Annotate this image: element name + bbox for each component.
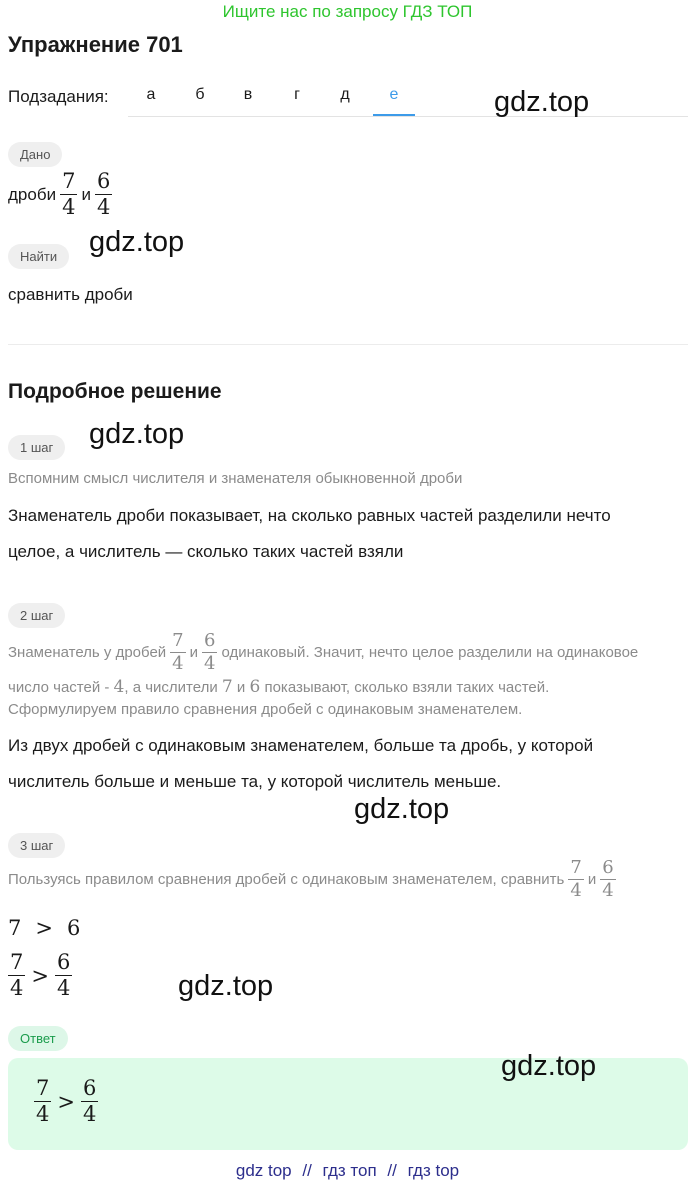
watermark: gdz.top [354,793,450,825]
fraction-7-4: $\frac{7}{4}$ [36,1076,50,1126]
step1-line2: целое, а числитель — сколько таких частей взяли [8,542,404,561]
watermark: gdz.top [501,1050,597,1082]
footer-link-gdz-top-ru[interactable]: гдз топ [322,1161,377,1180]
step2-hint-line2: число частей - 4, а числители 7 и 6 показывают, сколько взяли таких частей. [8,677,550,697]
subtasks-label: Подзадания: [8,87,109,106]
step3-hint: Пользуясь правилом сравнения дробей с одинаковым знаменателем, сравнить $\frac{7}{4}$ и $\frac{6}{4}$ [8,857,614,901]
footer-link-gdz-top[interactable]: gdz top [235,1161,292,1180]
fraction-7-4: $\frac{7}{4}$ [172,630,184,674]
fraction-6-4: $\frac{6}{4}$ [56,950,71,1000]
fraction-6-4: $\frac{6}{4}$ [96,169,111,219]
subtasks-tabs [128,76,688,117]
subtask-tab-a[interactable]: а [146,86,156,103]
step2-line1: Из двух дробей с одинаковым знаменателем, больше та дробь, у которой [8,736,594,755]
step2-badge: 2 шаг [8,603,65,628]
step3-badge: 3 шаг [8,833,65,858]
step1-badge: 1 шаг [8,435,65,460]
page-title: Упражнение 701 [8,32,183,57]
promo-banner[interactable]: Ищите нас по запросу ГДЗ ТОП [222,2,473,21]
watermark: gdz.top [178,970,274,1002]
fraction-7-4: $\frac{7}{4}$ [10,950,24,1000]
subtask-tab-g[interactable]: г [294,86,300,103]
fraction-6-4: $\frac{6}{4}$ [82,1076,97,1126]
fraction-6-4: $\frac{6}{4}$ [602,857,614,901]
answer-badge: Ответ [8,1026,68,1051]
answer-expression: $\frac{7}{4}$ > $\frac{6}{4}$ [36,1076,97,1126]
solution-title: Подробное решение [8,380,222,403]
step2-hint-a: Знаменатель у дробей [8,644,167,661]
subtask-tab-b[interactable]: б [195,86,205,103]
fraction-7-4: $\frac{7}{4}$ [62,169,76,219]
watermark: gdz.top [494,86,590,118]
step1-line1: Знаменатель дроби показывает, на сколько равных частей разделили нечто [8,506,611,525]
step2-hint-line1 [8,632,638,673]
subtask-tab-e[interactable]: е [373,86,415,104]
given-badge: Дано [8,142,62,167]
step1-hint: Вспомним смысл числителя и знаменателя обыкновенной дроби [8,470,463,487]
given-and: и [81,184,91,204]
step2-line2: числитель больше и меньше та, у которой числитель меньше. [8,772,502,791]
fraction-6-4: $\frac{6}{4}$ [204,630,216,674]
step2-hint-b: одинаковый. Значит, нечто целое разделили на одинаковое [221,644,639,661]
step2-hint-and: и [189,644,199,661]
footer-separator: // [387,1161,397,1180]
find-badge: Найти [8,244,69,269]
divider [8,344,688,345]
compare-fractions: $\frac{7}{4}$ > $\frac{6}{4}$ [10,950,71,1000]
find-text: сравнить дроби [8,285,133,304]
subtask-tab-v[interactable]: в [243,86,253,103]
subtask-tab-d[interactable]: д [340,86,350,103]
step2-hint-line3: Сформулируем правило сравнения дробей с одинаковым знаменателем. [8,701,523,718]
watermark: gdz.top [89,226,185,258]
footer-links [0,1161,695,1181]
watermark: gdz.top [89,418,185,450]
footer-link-gdz-top-mixed[interactable]: гдз top [407,1161,460,1180]
fraction-7-4: $\frac{7}{4}$ [570,857,582,901]
compare-numerators: 7 > 6 [8,916,81,940]
given-statement [8,171,112,218]
footer-separator: // [302,1161,312,1180]
given-text: дроби [8,184,57,204]
